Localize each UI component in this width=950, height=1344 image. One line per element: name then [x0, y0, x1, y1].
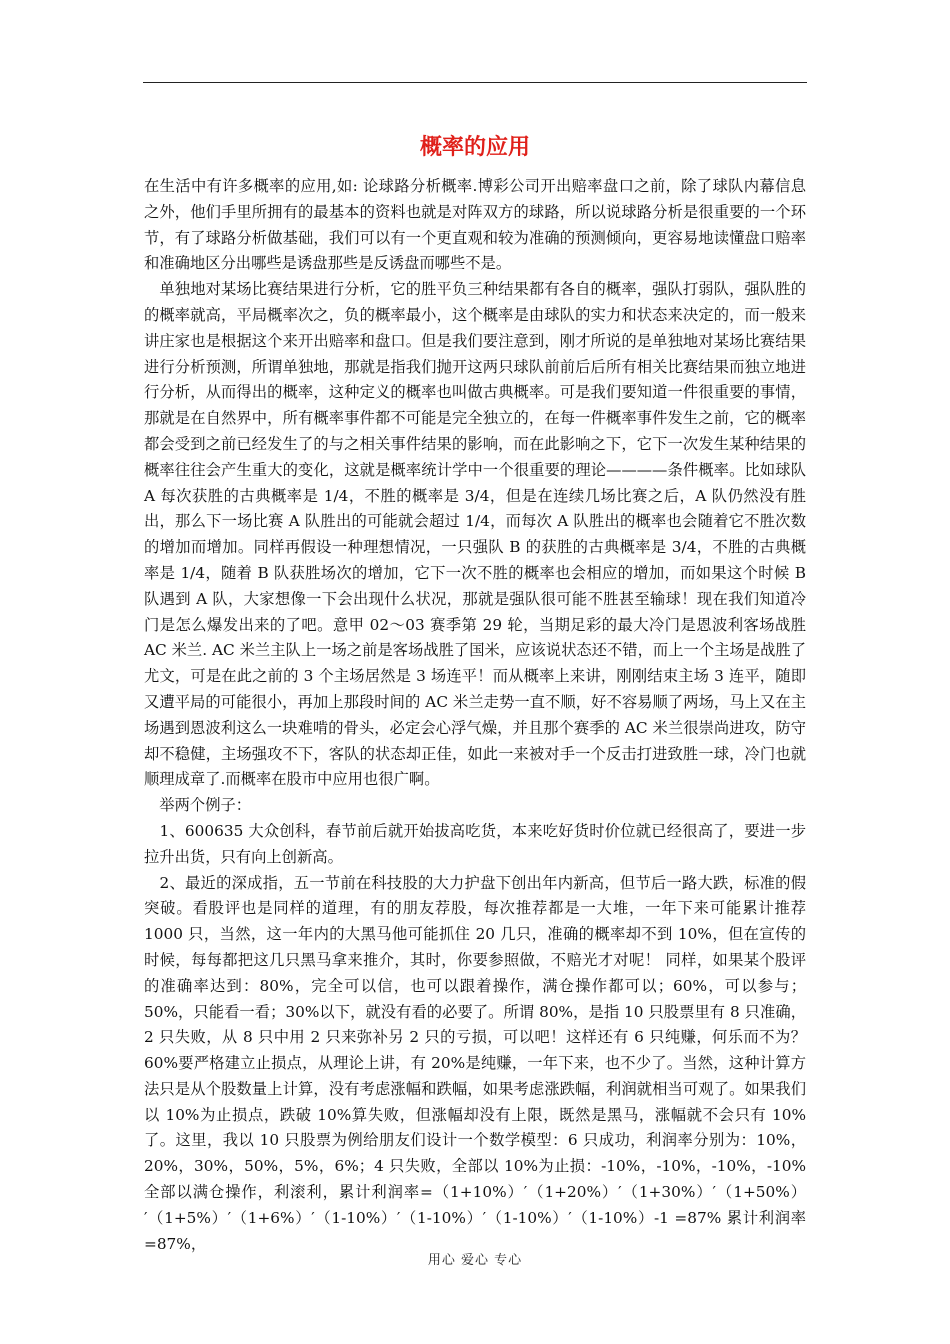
paragraph: 单独地对某场比赛结果进行分析，它的胜平负三种结果都有各自的概率，强队打弱队，强队胜的的概率就高，平局概率次之，负的概率最小，这个概率是由球队的实力和状态来决定的，而一般来讲庄家也是根据这个来开出赔率和盘口。但是我们要注意到，刚才所说的是单独地对某场比赛结果进行分析预测，所谓单独地，那就是指我们抛开这两只球队前前后后所有相关比赛结果而独立地进行分析，从而得出的概率，这种定义的概率也叫做古典概率。可是我们要知道一件很重要的事情，那就是在自然界中，所有概率事件都不可能是完全独立的，在每一件概率事件发生之前，它的概率都会受到之前已经发生了的与之相关事件结果的影响，而在此影响之下，它下一次发生某种结果的概率往往会产生重大的变化，这就是概率统计学中一个很重要的理论————条件概率。比如球队 A 每次获胜的古典概率是 1/4，不胜的概率是 3/4，但是在连续几场比赛之后，A 队仍然没有胜出，那么下一场比赛 A 队胜出的可能就会超过 1/4，而每次 A 队胜出的概率也会随着它不胜次数的增加而增加。同样再假设一种理想情况，一只强队 B 的获胜的古典概率是 3/4，不胜的古典概率是 1/4，随着 B 队获胜场次的增加，它下一次不胜的概率也会相应的增加，而如果这个时候 B 队遇到 A 队，大家想像一下会出现什么状况，那就是强队很可能不胜甚至输球！现在我们知道冷门是怎么爆发出来的了吧。意甲 02～03 赛季第 29 轮，当期足彩的最大冷门是恩波利客场战胜 AC 米兰. AC 米兰主队上一场之前是客场战胜了国米，应该说状态还不错，而上一个主场是战胜了尤文，可是在此之前的 3 个主场居然是 3 场连平！而从概率上来讲，刚刚结束主场 3 连平，随即又遭平局的可能很小，再加上那段时间的 AC 米兰走势一直不顺，好不容易顺了两场，马上又在主场遇到恩波利这么一块难啃的骨头，必定会心浮气燥，并且那个赛季的 AC 米兰很崇尚进攻，防守却不稳健，主场强攻不下，客队的状态却正佳，如此一来被对手一个反击打进致胜一球，冷门也就顺理成章了.而概率在股市中应用也很广啊。: [144, 280, 806, 789]
paragraph: 举两个例子：: [144, 796, 252, 815]
paragraph: 2、最近的深成指，五一节前在科技股的大力护盘下创出年内新高，但节后一路大跌，标准的假突破。看股评也是同样的道理，有的朋友荐股，每次推荐都是一大堆，一年下来可能累计推荐 1000 只，当然，这一年内的大黑马他可能抓住 20 几只，准确的概率却不到 10%，但在宣传的时候，每每都把这几只黑马拿来推介，其时，你要参照做，不赔光才对呢！ 同样，如果某个股评的准确率达到：80%，完全可以信，也可以跟着操作，满仓操作都可以；60%，可以参与；50%，只能看一看；30%以下，就没有看的必要了。所谓 80%，是指 10 只股票里有 8 只准确，2 只失败，从 8 只中用 2 只来弥补另 2 只的亏损，可以吧！这样还有 6 只纯赚，何乐而不为？ 60%要严格建立止损点，从理论上讲，有 20%是纯赚，一年下来，也不少了。当然，这种计算方法只是从个股数量上计算，没有考虑涨幅和跌幅，如果考虑涨跌幅，利润就相当可观了。如果我们以 10%为止损点，跌破 10%算失败，但涨幅却没有上限，既然是黑马，涨幅就不会只有 10%了。这里，我以 10 只股票为例给朋友们设计一个数学模型：6 只成功，利润率分别为：10%，20%，30%，50%，5%，6%；4 只失败，全部以 10%为止损：-10%，-10%，-10%，-10%全部以满仓操作，利滚利，累计利润率=（1+10%）′（1+20%）′（1+30%）′（1+50%）′（1+5%）′（1+6%）′（1-10%）′（1-10%）′（1-10%）′（1-10%）-1 =87% 累计利润率=87%，: [144, 873, 806, 1253]
document-body: [144, 174, 806, 1257]
paragraph: 1、600635 大众创科，春节前后就开始拔高吃货，本来吃好货时价位就已经很高了，要进一步拉升出货，只有向上创新高。: [144, 821, 806, 866]
page-footer: 用心 爱心 专心: [427, 1253, 523, 1268]
header-rule: [143, 82, 807, 83]
paragraph: 在生活中有许多概率的应用,如: 论球路分析概率.博彩公司开出赔率盘口之前，除了球队内幕信息之外，他们手里所拥有的最基本的资料也就是对阵双方的球路，所以说球路分析是很重要的一个环节，有了球路分析做基础，我们可以有一个更直观和较为准确的预测倾向，更容易地读懂盘口赔率和准确地区分出哪些是诱盘那些是反诱盘而哪些不是。: [144, 177, 806, 273]
page-title: 概率的应用: [419, 135, 530, 160]
